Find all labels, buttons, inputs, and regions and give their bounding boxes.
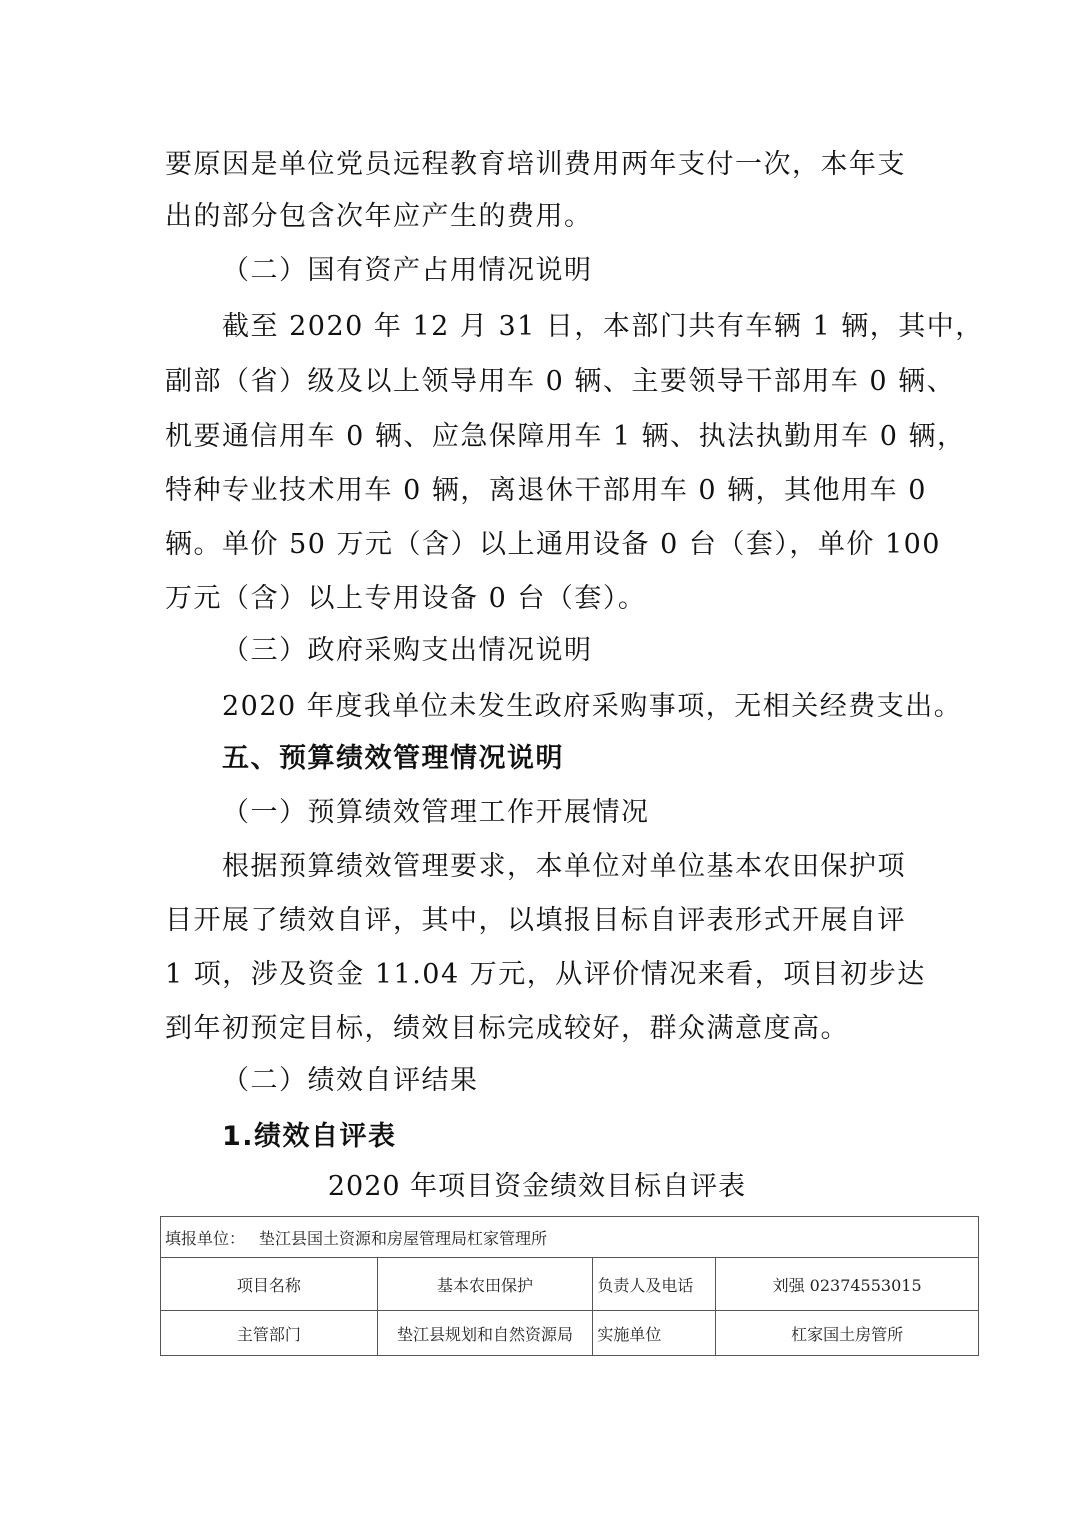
reporting-unit-cell — [161, 1217, 979, 1258]
table-row — [161, 1258, 979, 1311]
paragraph-line: 万元（含）以上专用设备 0 台（套）。 — [165, 583, 647, 614]
paragraph-line: 特种专业技术用车 0 辆，离退休干部用车 0 辆，其他用车 0 — [165, 475, 927, 506]
table-cell: 基本农田保护 — [377, 1258, 593, 1311]
table-cell: 刘强 02374553015 — [716, 1258, 979, 1311]
paragraph-line: 到年初预定目标，绩效目标完成较好，群众满意度高。 — [165, 1013, 849, 1044]
paragraph-line: 机要通信用车 0 辆、应急保障用车 1 辆、执法执勤用车 0 辆， — [165, 421, 966, 452]
section-heading-assets: （二）国有资产占用情况说明 — [222, 255, 593, 286]
section-heading-procurement: （三）政府采购支出情况说明 — [222, 635, 593, 666]
paragraph-line: 2020 年度我单位未发生政府采购事项，无相关经费支出。 — [222, 691, 963, 722]
section-heading-results: （二）绩效自评结果 — [222, 1065, 479, 1096]
paragraph-line: 副部（省）级及以上领导用车 0 辆、主要领导干部用车 0 辆、 — [165, 366, 956, 397]
table-cell: 杠家国土房管所 — [716, 1311, 979, 1356]
table-row-unit — [161, 1217, 979, 1258]
table-cell: 垫江县规划和自然资源局 — [377, 1311, 593, 1356]
paragraph-line: 1 项，涉及资金 11.04 万元，从评价情况来看，项目初步达 — [165, 959, 926, 990]
table-cell: 负责人及电话 — [593, 1258, 716, 1311]
paragraph-line: 截至 2020 年 12 月 31 日，本部门共有车辆 1 辆，其中， — [222, 311, 984, 342]
table-cell: 实施单位 — [593, 1311, 716, 1356]
section-heading-perf-work: （一）预算绩效管理工作开展情况 — [222, 797, 650, 828]
reporting-unit-label: 填报单位： — [165, 1228, 246, 1248]
paragraph-line: 要原因是单位党员远程教育培训费用两年支付一次，本年支 — [165, 149, 906, 180]
table-heading: 1.绩效自评表 — [222, 1121, 397, 1152]
section-heading-5: 五、预算绩效管理情况说明 — [222, 743, 564, 774]
paragraph-line: 出的部分包含次年应产生的费用。 — [165, 201, 593, 232]
paragraph-line: 辆。单价 50 万元（含）以上通用设备 0 台（套），单价 100 — [165, 529, 941, 560]
paragraph-line: 目开展了绩效自评，其中，以填报目标自评表形式开展自评 — [165, 905, 906, 936]
table-cell: 主管部门 — [161, 1311, 378, 1356]
paragraph-line: 根据预算绩效管理要求，本单位对单位基本农田保护项 — [222, 851, 906, 882]
table-row — [161, 1311, 979, 1356]
table-cell: 项目名称 — [161, 1258, 378, 1311]
self-evaluation-table — [160, 1216, 979, 1356]
reporting-unit-value: 垫江县国土资源和房屋管理局杠家管理所 — [259, 1228, 548, 1248]
table-title: 2020 年项目资金绩效目标自评表 — [327, 1171, 747, 1202]
